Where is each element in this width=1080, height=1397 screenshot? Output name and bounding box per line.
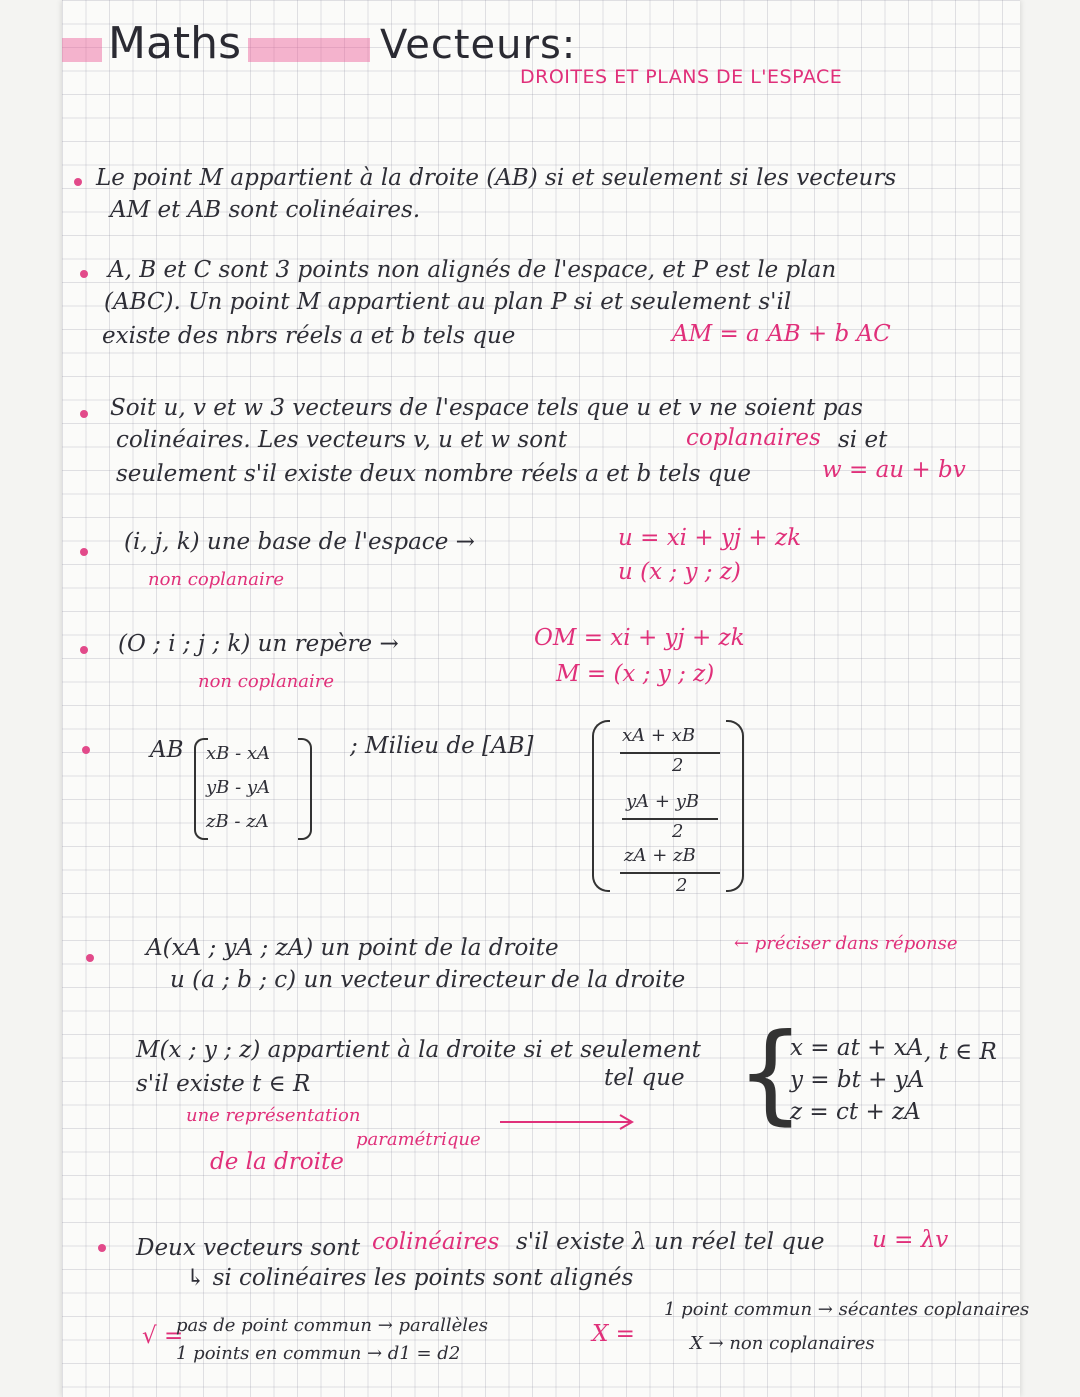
droite-line1: Le point M appartient à la droite (AB) si et seulement si les vecteurs: [96, 165, 897, 191]
colin-formula: u = λv: [872, 1227, 949, 1253]
colin-line2: ↳ si colinéaires les points sont alignés: [186, 1265, 634, 1291]
coplanaires-line1: Soit u, v et w 3 vecteurs de l'espace tels que u et v ne soient pas: [110, 395, 863, 421]
milieu-x-num: xA + xB: [622, 725, 696, 746]
plan-line2: (ABC). Un point M appartient au plan P si et seulement s'il: [104, 289, 792, 315]
param-system-z: z = ct + zA: [790, 1099, 921, 1125]
milieu-y-bar: [622, 818, 718, 820]
param-vector: u (a ; b ; c) un vecteur directeur de la droite: [170, 967, 686, 993]
droite-line2: AM et AB sont colinéaires.: [110, 197, 421, 223]
page-subtitle: DROITES ET PLANS DE L'ESPACE: [520, 66, 843, 88]
milieu-z-den: 2: [676, 875, 688, 896]
milieu-label: ; Milieu de [AB]: [350, 733, 534, 759]
param-condition1: M(x ; y ; z) appartient à la droite si et seulement: [136, 1037, 701, 1063]
param-system-x: x = at + xA: [790, 1035, 924, 1061]
coplanaires-line3-text: seulement s'il existe deux nombre réels a et b tels que: [116, 461, 751, 487]
colin-keyword: colinéaires: [372, 1229, 500, 1255]
bullet-droite: [74, 178, 82, 186]
ab-row-x: xB - xA: [206, 743, 271, 764]
title-highlight-left: [62, 38, 102, 62]
check-line1: pas de point commun → parallèles: [176, 1315, 488, 1336]
coplanaires-line2c: si et: [838, 427, 888, 453]
param-tel-que: tel que: [604, 1065, 685, 1091]
base-right1: u = xi + yj + zk: [618, 525, 802, 551]
coplanaires-keyword: coplanaires: [686, 425, 821, 451]
bullet-plan: [80, 270, 88, 278]
base-note: non coplanaire: [148, 569, 285, 590]
base-right2: u (x ; y ; z): [618, 559, 741, 585]
cross-symbol: X =: [592, 1321, 635, 1347]
param-t-in-r: , t ∈ R: [924, 1039, 997, 1065]
repere-left: (O ; i ; j ; k) un repère →: [118, 631, 399, 657]
colin-line1c: s'il existe λ un réel tel que: [516, 1229, 825, 1255]
page-title: Vecteurs:: [380, 22, 577, 68]
milieu-z-bar: [620, 872, 720, 874]
plan-line3-formula: AM = a AB + b AC: [672, 321, 891, 347]
bullet-coords: [82, 746, 90, 754]
ab-row-z: zB - zA: [206, 811, 269, 832]
param-rep2: paramétrique: [356, 1129, 481, 1150]
cross-line1: 1 point commun → sécantes coplanaires: [664, 1299, 1030, 1320]
check-line2: 1 points en commun → d1 = d2: [176, 1343, 461, 1364]
param-note: ← préciser dans réponse: [734, 933, 958, 954]
param-point-a: A(xA ; yA ; zA) un point de la droite: [146, 935, 559, 961]
subject-title: Maths: [108, 18, 241, 69]
repere-note: non coplanaire: [198, 671, 335, 692]
repere-right1: OM = xi + yj + zk: [534, 625, 745, 651]
milieu-matrix-left: [592, 720, 610, 892]
ab-matrix-right: [298, 738, 312, 840]
bullet-colineaires: [98, 1244, 106, 1252]
bullet-repere: [80, 646, 88, 654]
param-condition2: s'il existe t ∈ R: [136, 1071, 311, 1097]
param-system-brace: {: [736, 1011, 805, 1136]
param-rep3: de la droite: [210, 1149, 344, 1175]
colin-line1a: Deux vecteurs sont: [136, 1235, 361, 1261]
bullet-parametrique: [86, 954, 94, 962]
coplanaires-formula: w = au + bv: [822, 457, 966, 483]
param-system-y: y = bt + yA: [790, 1067, 925, 1093]
coplanaires-line2a: colinéaires. Les vecteurs v, u et w sont: [116, 427, 568, 453]
milieu-x-bar: [620, 752, 720, 754]
milieu-y-num: yA + yB: [626, 791, 700, 812]
check-symbol: √ =: [142, 1323, 184, 1349]
repere-right2: M = (x ; y ; z): [556, 661, 715, 687]
bullet-coplanaires: [80, 410, 88, 418]
base-left: (i, j, k) une base de l'espace →: [124, 529, 475, 555]
milieu-y-den: 2: [672, 821, 684, 842]
ab-label: AB: [150, 737, 184, 763]
param-rep1: une représentation: [186, 1105, 361, 1126]
milieu-x-den: 2: [672, 755, 684, 776]
cross-line2: X → non coplanaires: [690, 1333, 875, 1354]
title-highlight-mid: [248, 38, 370, 62]
milieu-matrix-right: [726, 720, 744, 892]
bullet-base: [80, 548, 88, 556]
milieu-z-num: zA + zB: [624, 845, 696, 866]
ab-row-y: yB - yA: [206, 777, 271, 798]
plan-line3-text: existe des nbrs réels a et b tels que: [102, 323, 516, 349]
plan-line1: A, B et C sont 3 points non alignés de l'espace, et P est le plan: [108, 257, 837, 283]
param-arrow: [500, 1112, 640, 1132]
